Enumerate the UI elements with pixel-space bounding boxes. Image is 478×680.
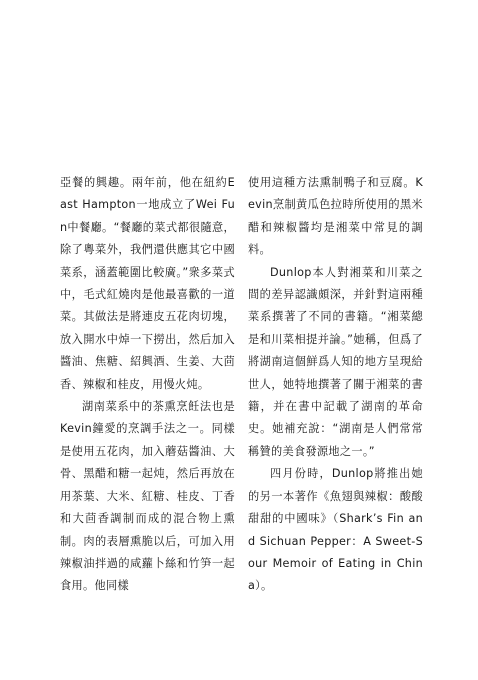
paragraph-dunlop-hunan-sichuan: Dunlop本人對湘菜和川菜之間的差异認識頗深，并針對這兩種菜系撰著了不同的書籍。“湘菜總是和川菜相提并論。”她稱，但爲了將湖南這個鮮爲人知的地方呈現給世人，她特地撰著了關于湘菜的書籍，并在書中記載了湖南的革命史。她補充說：“湖南是人們常常稱贊的美食發源地之一。”: [248, 265, 423, 458]
left-text-column: [60, 172, 235, 598]
paragraph-continued-duck-tofu: 使用這種方法熏制鴨子和豆腐。Kevin烹制黄瓜色拉時所使用的黑米醋和辣椒醬均是湘菜中常見的調料。: [248, 176, 423, 257]
paragraph-new-book: 四月份時，Dunlop將推出她的另一本著作《魚翅與辣椒：酸酸甜甜的中國味》（Shark’s Fin and Sichuan Pepper：A Sweet-Sour Memoir of Eating in China）。: [248, 467, 423, 593]
paragraph-tea-smoking: 湖南菜系中的茶熏烹飪法也是Kevin鐘愛的烹調手法之一。同樣是使用五花肉，加入蘑菇醬油、大骨、黑醋和糖一起炖，然后再放在用茶葉、大米、紅糖、桂皮、丁香和大茴香調制而成的混合物上熏制。肉的表層熏脆以后，可加入用辣椒油拌過的咸蘿卜絲和竹笋一起食用。他同樣: [60, 400, 235, 593]
paragraph-continued-restaurant: 亞餐的興趣。兩年前，他在紐約East Hampton一地成立了Wei Fun中餐廳。“餐廳的菜式都很隨意，除了粵菜外，我們還供應其它中國菜系，涵蓋範圍比較廣。”衆多菜式中，毛式紅燒肉是他最喜歡的一道菜。其做法是將連皮五花肉切塊，放入開水中焯一下撈出，然后加入醬油、焦糖、紹興酒、生姜、大茴香、辣椒和桂皮，用慢火炖。: [60, 176, 235, 391]
right-text-column: [248, 172, 423, 598]
